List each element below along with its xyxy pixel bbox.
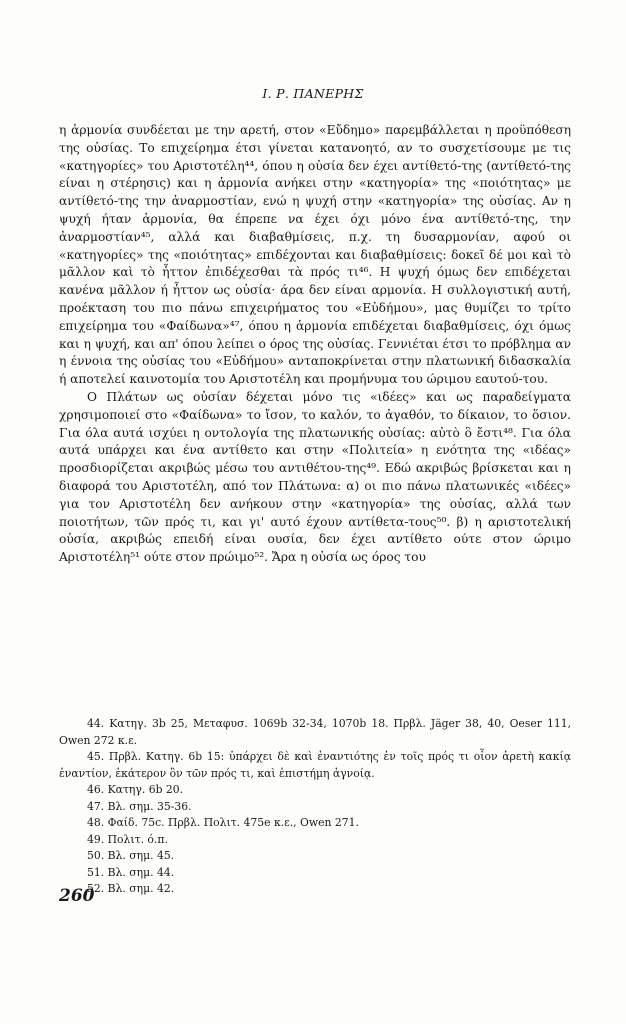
footnote-46: 46. Κατηγ. 6b 20.: [87, 783, 184, 796]
running-header: Ι. Ρ. ΠΑΝΕΡΗΣ: [262, 86, 364, 101]
footnote-50: 50. Βλ. σημ. 45.: [87, 849, 175, 862]
footnote-49: 49. Πολιτ. ό.π.: [87, 832, 168, 846]
footnote-44: 44. Κατηγ. 3b 25, Μεταφυσ. 1069b 32-34, 1070b 18. Πρβλ. Jäger 38, 40, Oeser 111, Owen 272 κ.ε.: [59, 717, 571, 747]
footnote-45: 45. Πρβλ. Κατηγ. 6b 15: ὑπάρχει δὲ καὶ ἐναντιότης ἐν τοῖς πρός τι οἷον ἀρετὴ κακίᾳ ἐναντίον, ἑκάτερον ὂν τῶν πρός τι, καὶ ἐπιστήμη ἀγνοίᾳ.: [59, 750, 571, 780]
footnote-47: 47. Βλ. σημ. 35-36.: [87, 799, 192, 813]
paragraph: Ο Πλάτων ως οὐσίαν δέχεται μόνο τις «ιδέες» και ως παραδείγματα χρησιμοποιεί στο «Φαίδωνα» το ἴσον, το καλόν, το ἀγαθόν, το δίκαιον, το ὅσιον. Για όλα αυτά ισχύει η οντολογία της πλατωνικής οὐσίας: αὐτὸ ὃ ἔστι⁴⁸. Για όλα αυτά υπάρχει και ένα αντίθετο και στην «Πολιτεία» η ενότητα της «ιδέας» προσδιορίζεται ακριβώς μέσω του αντιθέτου-της⁴⁹. Εδώ ακριβώς βρίσκεται και η διαφορά του Αριστοτέλη, από τον Πλάτωνα: α) οι πιο πάνω πλατωνικές «ιδέες» για τον Αριστοτέλη δεν ανήκουν στην «κατηγορία» της οὐσίας, αλλά των ποιοτήτων, τῶν πρός τι, και γι' αυτό έχουν αντίθετα-τους⁵⁰. β) η αριστοτελική οὐσία, ακριβώς επειδή είναι ουσία, δεν έχει αντίθετο ούτε στον ώριμο Αριστοτέλη⁵¹ ούτε στον πρώιμο⁵². Ἄρα η οὐσία ως όρος του: [59, 389, 571, 565]
footnote-51: 51. Βλ. σημ. 44.: [87, 865, 175, 879]
page-number: 260: [59, 886, 95, 906]
footnote-48: 48. Φαίδ. 75c. Πρβλ. Πολιτ. 475e κ.ε., Owen 271.: [87, 816, 359, 829]
footnotes: [59, 716, 571, 898]
footnote-52: 52. Βλ. σημ. 42.: [87, 882, 175, 895]
paragraph: η ἁρμονία συνδέεται με την αρετή, στον «Εὔδημο» παρεμβάλλεται η προϋπόθεση της οὐσίας. Το επιχείρημα έτσι γίνεται κατανοητό, αν το συσχετίσουμε με τις «κατηγορίες» του Αριστοτέλη⁴⁴, όπου η οὐσία δεν έχει αντίθετό-της (αντίθετό-της είναι η στέρησις) και η ἁρμονία ανήκει στην «κατηγορία» της «ποιότητας» με αντίθετό-της την ἀναρμοστίαν, ενώ η ψυχή στην «κατηγορία» της οὐσίας. Αν η ψυχή ήταν ἁρμονία, θα έπρεπε να έχει όχι μόνο ένα αντίθετό-της, την ἀναρμοστίαν⁴⁵, αλλά και διαβαθμίσεις, π.χ. τη δυσαρμονίαν, αφού οι «κατηγορίες» της «ποιότητας» επιδέχονται και διαβαθμίσεις: δοκεῖ δέ μοι καὶ τὸ μᾶλλον καὶ τὸ ἧττον ἐπιδέχεσθαι τὰ πρός τι⁴⁶. Η ψυχή όμως δεν επιδέχεται κανένα μᾶλλον ή ἧττον ως οὐσία· άρα δεν είναι αρμονία. Η συλλογιστική αυτή, προέκταση του πιο πάνω επιχειρήματος του «Εὐδήμου», μας θυμίζει το τρίτο επιχείρημα του «Φαίδωνα»⁴⁷, όπου η ἁρμονία επιδέχεται διαβαθμίσεις, όχι όμως και η ψυχή, και απ' όπου λείπει ο όρος της οὐσίας. Γεννιέται έτσι το πρόβλημα αν η έννοια της οὐσίας του «Εὐδήμου» ανταποκρίνεται στην πλατωνική διδασκαλία ή αποτελεί καινοτομία του Αριστοτέλη και προμήνυμα του ώριμου εαυτού-του.: [59, 123, 571, 387]
main-text: [59, 122, 571, 567]
